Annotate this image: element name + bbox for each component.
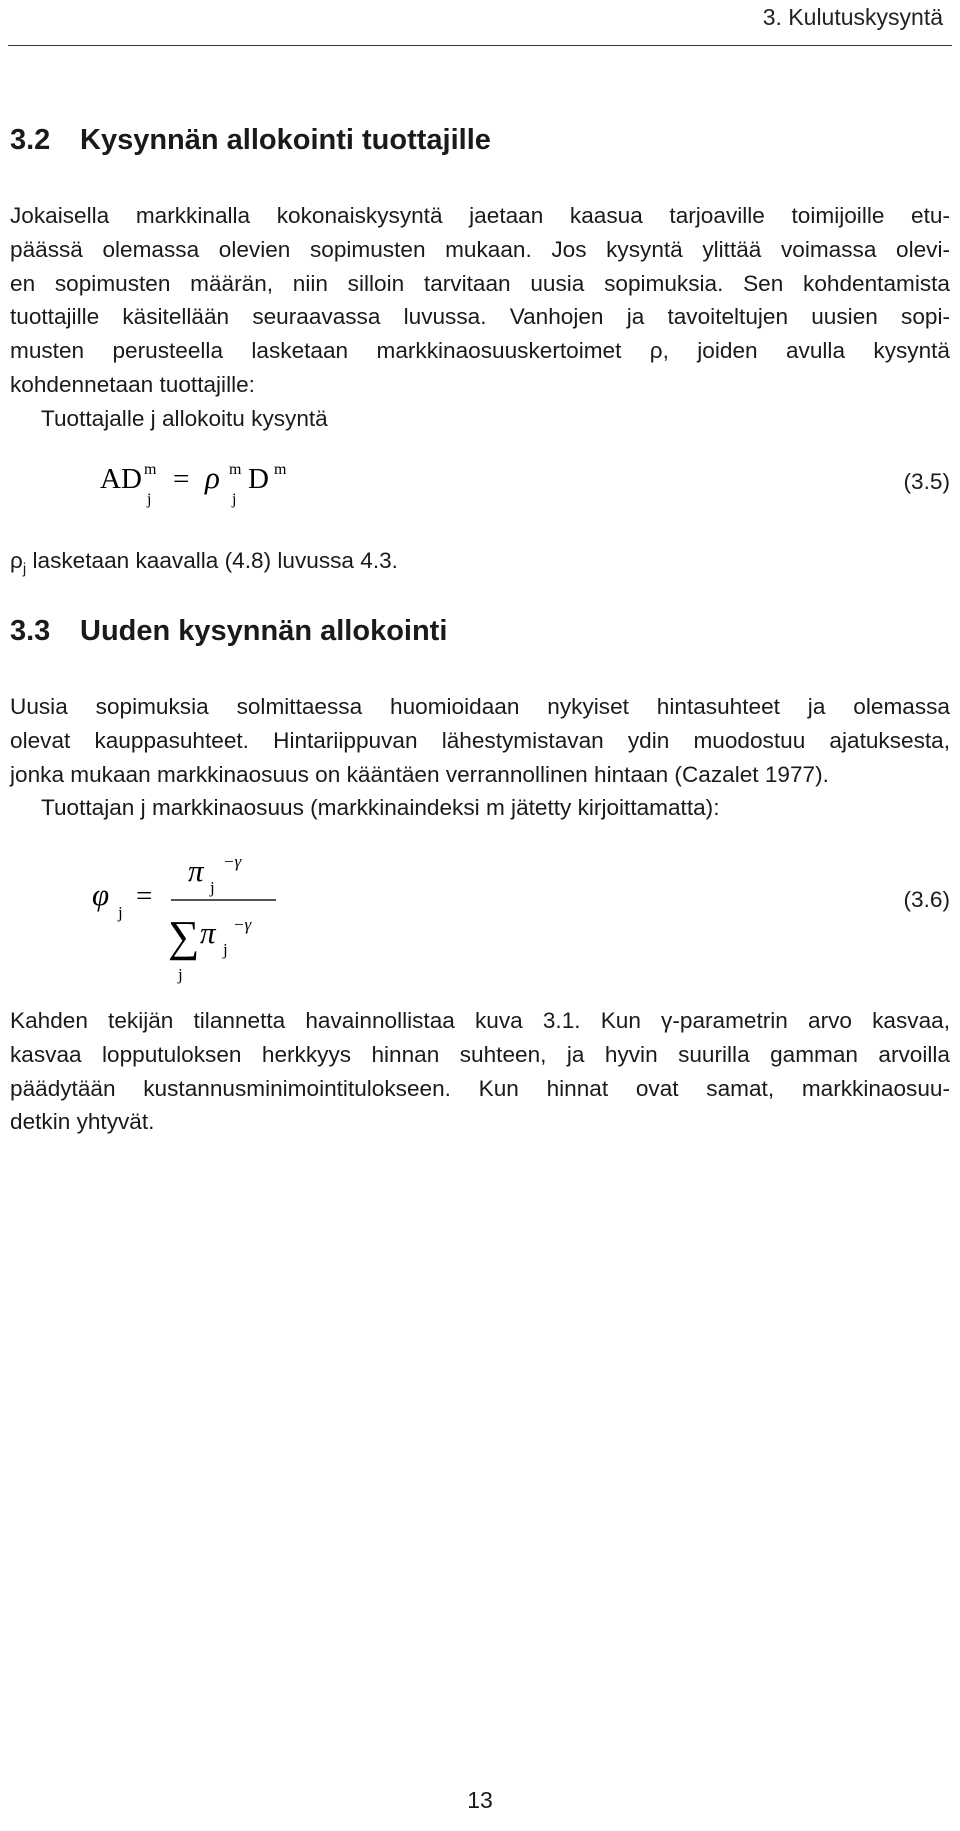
rho-note [10,544,950,586]
text-line: Kahden tekijän tilannetta havainnollistaa kuva 3.1. Kun γ-parametrin arvo kasvaa, [10,1008,950,1033]
eq-num-pi: π [188,853,204,888]
text-line: detkin yhtyvät. [10,1109,155,1135]
text-line: kohdennetaan tuottajille: [10,371,255,397]
equation-intro: Tuottajan j markkinaosuus (markkinaindeksi m jätetty kirjoittamatta): [41,795,720,821]
eq-sum-sub: j [178,965,183,984]
eq-rho-sup: m [229,461,242,478]
rho-subscript: j [22,560,27,578]
section-number: 3.3 [10,615,51,647]
text-line: päässä olemassa olevien sopimusten mukaan. Jos kysyntä ylittää voimassa olevi- [10,236,950,262]
text-line: jonka mukaan markkinaosuus on kääntäen verrannollinen hintaan (Cazalet 1977). [10,761,829,787]
text-line: musten perusteella lasketaan markkinaosuuskertoimet ρ, joiden avulla kysyntä [10,338,950,364]
paragraph-3-3-intro [10,690,950,825]
text-line: päädytään kustannusminimointitulokseen. Kun hinnat ovat samat, markkinaosuu- [10,1075,950,1101]
text-line: Uusia sopimuksia solmittaessa huomioidaan nykyiset hintasuhteet ja olemassa [10,694,950,719]
equation-number-3-5: (3.5) [903,469,950,494]
equation-3-5 [80,450,340,520]
eq-d-sup: m [274,461,287,478]
eq-rho-sub: j [232,491,237,508]
running-header: 3. Kulutuskysyntä [762,4,943,30]
eq-equals: = [173,463,190,495]
eq-ad-sup: m [144,461,157,478]
eq-d: D [248,463,269,495]
eq-sum: ∑ [168,912,200,961]
eq-num-sub: j [210,878,215,897]
eq-ad: AD [100,463,142,495]
text-line: olevat kauppasuhteet. Hintariippuvan lähestymistavan ydin muodostuu ajatuksesta, [10,727,950,753]
header-divider [8,45,952,46]
section-heading-3-3 [10,615,447,648]
paragraph-3-3-figure [10,1004,950,1139]
rho-symbol: ρ [10,548,23,573]
eq-den-sub: j [223,940,228,959]
eq-phi-sub: j [118,903,123,922]
paragraph-3-2-intro [10,199,950,436]
eq-den-sup: −γ [233,915,252,934]
page-number: 13 [467,1787,493,1813]
text-line: en sopimusten määrän, niin silloin tarvitaan uusia sopimuksia. Sen kohdentamista [10,270,950,296]
eq-phi: φ [92,877,110,912]
text-line: kasvaa lopputuloksen herkkyys hinnan suhteen, ja hyvin suurilla gamman arvoilla [10,1041,950,1067]
equation-number-3-6: (3.6) [903,887,950,912]
rho-note-text: lasketaan kaavalla (4.8) luvussa 4.3. [26,548,398,573]
eq-equals: = [136,880,153,912]
equation-3-6 [80,845,300,985]
eq-num-sup: −γ [223,852,242,871]
section-title: Kysynnän allokointi tuottajille [80,124,491,156]
section-title: Uuden kysynnän allokointi [80,615,448,647]
text-line: tuottajille käsitellään seuraavassa luvussa. Vanhojen ja tavoiteltujen uusien sopi- [10,304,950,330]
eq-rho: ρ [205,460,220,495]
equation-intro: Tuottajalle j allokoitu kysyntä [41,405,328,431]
text-line: Jokaisella markkinalla kokonaiskysyntä jaetaan kaasua tarjoaville toimijoille etu- [10,203,950,228]
section-heading-3-2 [10,124,491,157]
eq-den-pi: π [200,915,216,950]
eq-ad-sub: j [147,491,152,508]
section-number: 3.2 [10,124,51,156]
